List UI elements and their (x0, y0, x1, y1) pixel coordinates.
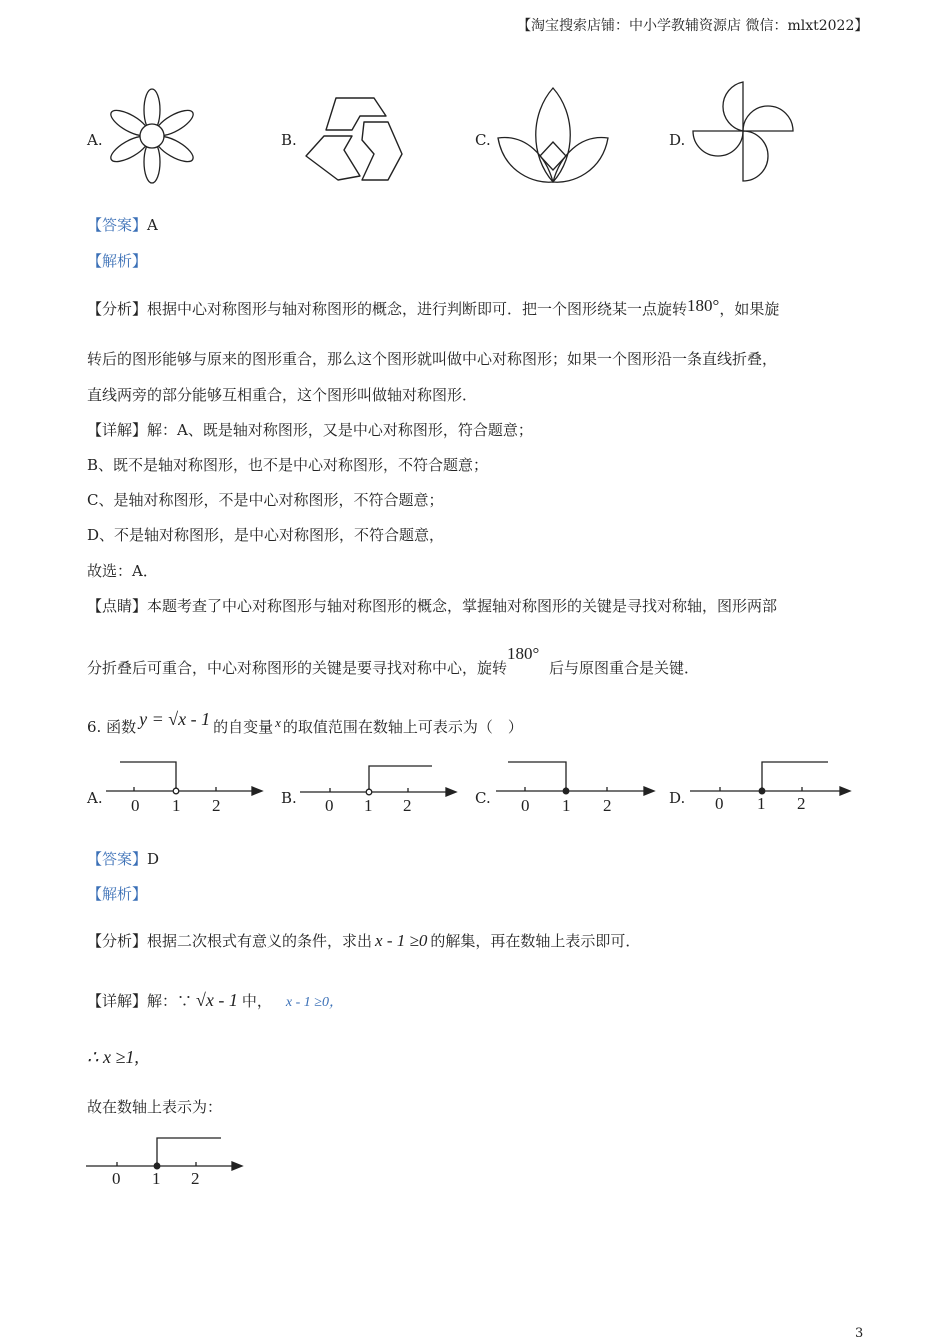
fenxi-tag: 【分析】 (87, 932, 148, 950)
xiangjie-sqrt: √x - 1 (196, 990, 238, 1010)
q6-stem-b: 的自变量 (213, 718, 274, 736)
lotus-icon (496, 86, 610, 186)
tick-2: 2 (212, 796, 221, 815)
watermark-header: 【淘宝搜索店铺：中小学教辅资源店 微信：mlxt2022】 (517, 18, 869, 34)
final-number-line (86, 1136, 246, 1176)
q5-dianjing-line2 (87, 644, 700, 678)
q5-detail-line4: D、不是轴对称图形，是中心对称图形，不符合题意， (87, 526, 445, 544)
tick-2: 2 (797, 794, 806, 813)
conclusion-line: 故在数轴上表示为： (87, 1098, 223, 1116)
q6-formula: y = √x - 1 (139, 709, 211, 729)
number-line-c (494, 760, 656, 816)
xiangjie-tag: 【详解】 (87, 992, 148, 1010)
fenxi-tag: 【分析】 (87, 300, 148, 318)
xiangjie-text-b: 中， (241, 992, 272, 1010)
number-line-b (298, 764, 458, 816)
tick-0: 0 (325, 796, 334, 815)
answer-tag: 【答案】 (87, 216, 148, 234)
answer-tag: 【答案】 (87, 850, 148, 868)
tick-0: 0 (112, 1169, 121, 1188)
q6-stem (87, 709, 523, 738)
q6-answer-line (87, 849, 159, 869)
q5-detail-line3: C、是轴对称图形，不是中心对称图形，不符合题意； (87, 491, 444, 509)
tick-2: 2 (403, 796, 412, 815)
analysis-tag: 【解析】 (87, 252, 148, 270)
q6-option-d-label: D. (669, 789, 686, 807)
q6-option-c-label: C. (475, 789, 491, 807)
number-line-d (688, 760, 852, 804)
fenxi-text-a: 根据二次根式有意义的条件，求出 (147, 932, 373, 950)
q5-answer-line (87, 215, 158, 235)
recycle-triangle-icon (304, 96, 404, 184)
tick-0: 0 (715, 794, 724, 813)
dianjing-text: 本题考查了中心对称图形与轴对称图形的概念，掌握轴对称图形的关键是寻找对称轴，图形两部 (147, 597, 778, 615)
q5-detail-line2: B、既不是轴对称图形，也不是中心对称图形，不符合题意； (87, 456, 489, 474)
tick-2: 2 (191, 1169, 200, 1188)
tick-1: 1 (562, 796, 571, 815)
fenxi-text-b: 的解集，再在数轴上表示即可． (430, 932, 641, 950)
q6-option-a-label: A. (87, 789, 103, 807)
fenxi-inequality: x - 1 ≥0 (375, 931, 428, 950)
q6-stem-c: 的取值范围在数轴上可表示为（ ） (282, 718, 523, 736)
dianjing-text-b: 后与原图重合是关键． (549, 659, 700, 677)
fenxi-text: 根据中心对称图形与轴对称图形的概念，进行判断即可．把一个图形绕某一点旋转 (147, 300, 688, 318)
q5-detail-line1 (87, 420, 533, 440)
tick-1: 1 (364, 796, 373, 815)
tick-1: 1 (172, 796, 181, 815)
q5-fenxi-line3: 直线两旁的部分能够互相重合，这个图形叫做轴对称图形． (87, 386, 478, 404)
tick-0: 0 (521, 796, 530, 815)
xiangjie-text-a: 解：∵ (147, 992, 193, 1010)
q5-option-d-label: D. (669, 131, 686, 149)
dianjing-angle: 180° (507, 644, 540, 663)
dianjing-text-a: 分折叠后可重合，中心对称图形的关键是要寻找对称中心，旋转 (87, 659, 508, 677)
number-line-a (104, 760, 264, 816)
q5-option-c-label: C. (475, 131, 491, 149)
angle-180: 180° (687, 296, 720, 315)
tick-0: 0 (131, 796, 140, 815)
answer-value: A (147, 216, 158, 234)
q6-option-b-label: B. (281, 789, 297, 807)
analysis-tag: 【解析】 (87, 885, 148, 903)
q6-var-x: x (275, 715, 281, 730)
q6-stem-a: 6. 函数 (87, 718, 137, 736)
therefore-line: ∴ x ≥1, (87, 1047, 139, 1067)
tick-1: 1 (152, 1169, 161, 1188)
q5-fenxi-line2: 转后的图形能够与原来的图形重合，那么这个图形就叫做中心对称图形；如果一个图形沿一条直线折叠， (87, 350, 778, 368)
q5-dianjing-line1 (87, 596, 777, 616)
flower-icon (106, 88, 198, 184)
dianjing-tag: 【点睛】 (87, 597, 148, 615)
q5-option-b-label: B. (281, 131, 297, 149)
q5-option-a-label: A. (87, 131, 103, 149)
tick-1: 1 (757, 794, 766, 813)
answer-value: D (147, 850, 160, 868)
q5-fenxi-line1 (87, 296, 780, 319)
xiangjie-tag: 【详解】 (87, 421, 148, 439)
page-number: 3 (855, 1326, 864, 1341)
detail-text: 解：A、既是轴对称图形，又是中心对称图形，符合题意； (147, 421, 533, 439)
q6-xiangjie-line (87, 990, 343, 1013)
xiangjie-condition: x - 1 ≥0， (285, 995, 343, 1010)
tick-2: 2 (603, 796, 612, 815)
pinwheel-icon (690, 80, 796, 184)
q5-detail-line5: 故选：A． (87, 562, 158, 580)
fenxi-tail: ，如果旋 (719, 300, 780, 318)
q6-fenxi-line (87, 931, 640, 951)
